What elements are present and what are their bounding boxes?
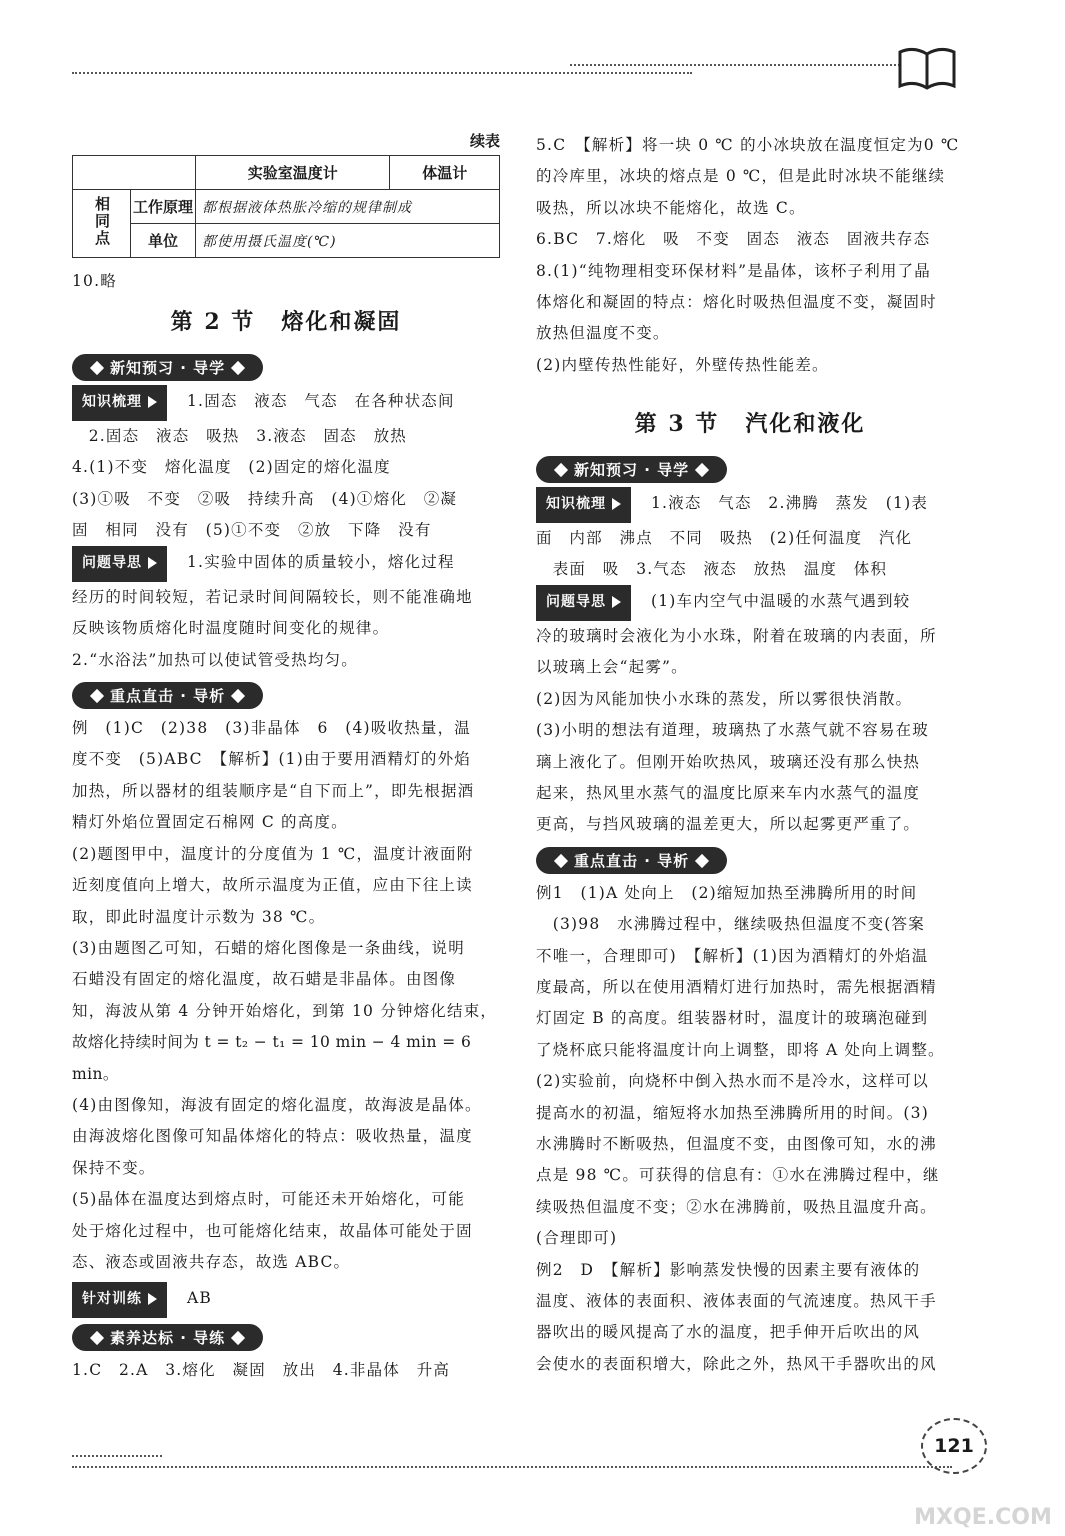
table-caption: 续表 <box>469 132 500 150</box>
example-line: 处于熔化过程中，也可能熔化结束，故晶体可能处于固 <box>72 1221 473 1240</box>
example-line: 例1 (1)A 处向上 (2)缩短加热至沸腾所用的时间 <box>536 883 918 902</box>
row-label-principle: 工作原理 <box>131 190 196 224</box>
example-line: 取，即此时温度计示数为 38 ℃。 <box>72 907 326 926</box>
section-title-3: 第 3 节 汽化和液化 <box>634 411 866 438</box>
answer-line: 的冷库里，冰块的熔点是 0 ℃，但是此时冰块不能继续 <box>536 167 946 186</box>
question-block <box>536 585 964 840</box>
table-corner-cell <box>73 156 196 190</box>
example-line: 由海波熔化图像可知晶体熔化的特点：吸收热量，温度 <box>72 1127 473 1146</box>
example-line: 提高水的初温，缩短将水加热至沸腾所用的时间。(3) <box>536 1103 929 1122</box>
example-line: (4)由图像知，海波有固定的熔化温度，故海波是晶体。 <box>72 1095 482 1114</box>
page-number: 121 <box>921 1418 987 1474</box>
question-line: 1.实验中固体的质量较小，熔化过程 <box>187 553 455 572</box>
example-block <box>72 713 500 1278</box>
svg-text:MXQE.COM: MXQE.COM <box>914 1505 1052 1530</box>
example-line: 精灯外焰位置固定石棉网 C 的高度。 <box>72 813 348 832</box>
knowledge-line: 2.固态 液态 吸热 3.液态 固态 放热 <box>72 426 407 445</box>
answer-line: 6.BC 7.熔化 吸 不变 固态 液态 固液共存态 <box>536 230 931 249</box>
question-line: 反映该物质熔化时温度随时间变化的规律。 <box>72 619 390 638</box>
question-block <box>72 546 500 676</box>
example-line: (3)由题图乙可知，石蜡的熔化图像是一条曲线，说明 <box>72 938 465 957</box>
question-line: 璃上液化了。但刚开始吹热风，玻璃还没有那么快热 <box>536 752 921 771</box>
row-value-unit: 都使用摄氏温度(℃) <box>196 224 500 258</box>
example-line: 度不变 (5)ABC 【解析】(1)由于要用酒精灯的外焰 <box>72 750 471 769</box>
example-line: 例 (1)C (2)38 (3)非晶体 6 (4)吸收热量，温 <box>72 719 471 738</box>
example-line: 加热，所以器材的组装顺序是“自下而上”，即先根据酒 <box>72 781 475 800</box>
tag-targeted-training: 针对训练 <box>72 1282 167 1317</box>
tag-question-guide: 问题导思 <box>536 585 631 620</box>
example-line: 温度、液体的表面积、液体表面的气流速度。热风干手 <box>536 1292 937 1310</box>
example-line: (5)晶体在温度达到熔点时，可能还未开始熔化，可能 <box>72 1190 465 1209</box>
pill-literacy-practice: 素养达标 · 导练 <box>72 1324 263 1351</box>
watermark-logo <box>908 1466 1058 1534</box>
example-line: 度最高，所以在使用酒精灯进行加热时，需先根据酒精 <box>536 977 937 996</box>
open-book-icon <box>896 42 958 92</box>
pill-preview-guide: 新知预习 · 导学 <box>536 456 727 483</box>
footer-dotted-line-short <box>72 1455 162 1457</box>
tag-question-guide: 问题导思 <box>72 546 167 581</box>
knowledge-line: 1.固态 液态 气态 在各种状态间 <box>187 392 455 411</box>
tag-knowledge: 知识梳理 <box>536 487 631 522</box>
knowledge-line: 4.(1)不变 熔化温度 (2)固定的熔化温度 <box>72 458 391 477</box>
example-line: 了烧杯底只能将温度计向上调整，即将 A 处向上调整。 <box>536 1040 945 1059</box>
knowledge-line: 固 相同 没有 (5)①不变 ②放 下降 没有 <box>72 521 432 540</box>
header-dotted-line <box>72 72 692 74</box>
question-line: (1)车内空气中温暖的水蒸气遇到较 <box>651 592 911 611</box>
left-column <box>72 130 500 1386</box>
example-line: (2)实验前，向烧杯中倒入热水而不是冷水，这样可以 <box>536 1072 929 1091</box>
question-line: 经历的时间较短，若记录时间间隔较长，则不能准确地 <box>72 587 473 606</box>
example-line: (3)98 水沸腾过程中，继续吸热但温度不变(答案 <box>536 915 925 934</box>
knowledge-block <box>536 487 964 585</box>
answer-line: 吸热，所以冰块不能熔化，故选 C。 <box>536 198 806 217</box>
pill-key-points: 重点直击 · 导析 <box>536 847 727 874</box>
example-line: 点是 98 ℃。可获得的信息有：①水在沸腾过程中，继 <box>536 1166 940 1185</box>
question-line: 以玻璃上会“起雾”。 <box>536 658 688 677</box>
example-line: (2)题图甲中，温度计的分度值为 1 ℃，温度计液面附 <box>72 844 474 863</box>
example-line: 保持不变。 <box>72 1158 156 1177</box>
answer-line: 5.C 【解析】将一块 0 ℃ 的小冰块放在温度恒定为0 ℃ <box>536 136 960 154</box>
example-line: 器吹出的暖风提高了水的温度，把手伸开后吹出的风 <box>536 1323 921 1342</box>
example-line: 知，海波从第 4 分钟开始熔化，到第 10 分钟熔化结束， <box>72 1001 498 1020</box>
thermometer-comparison-table <box>72 155 500 258</box>
row-label-unit: 单位 <box>131 224 196 258</box>
right-column <box>536 130 964 1380</box>
answer-line: 8.(1)“纯物理相变环保材料”是晶体，该杯子利用了晶 <box>536 261 931 280</box>
header-dotted-line-upper <box>570 64 900 66</box>
example-line: 会使水的表面积增大，除此之外，热风干手器吹出的风 <box>536 1354 937 1373</box>
knowledge-line: 表面 吸 3.气态 液态 放热 温度 体积 <box>536 560 888 579</box>
example-line: 石蜡没有固定的熔化温度，故石蜡是非晶体。由图像 <box>72 970 457 989</box>
example-line: 态、液态或固液共存态，故选 ABC。 <box>72 1252 351 1271</box>
example-block <box>536 878 964 1381</box>
group-label-same-points: 相同点 <box>73 190 131 258</box>
example-line: 近刻度值向上增大，故所示温度为正值，应由下往上读 <box>72 876 473 895</box>
literacy-answers: 1.C 2.A 3.熔化 凝固 放出 4.非晶体 升高 <box>72 1360 451 1379</box>
answers-5-8 <box>536 130 964 381</box>
example-line: 水沸腾时不断吸热，但温度不变，由图像可知，水的沸 <box>536 1134 937 1153</box>
question-line: (3)小明的想法有道理，玻璃热了水蒸气就不容易在玻 <box>536 721 929 740</box>
section-title-2: 第 2 节 熔化和凝固 <box>170 309 402 336</box>
question-line: 2.“水浴法”加热可以使试管受热均匀。 <box>72 650 358 669</box>
knowledge-block <box>72 385 500 546</box>
question-line: 冷的玻璃时会液化为小水珠，附着在玻璃的内表面，所 <box>536 626 937 645</box>
knowledge-line: (3)①吸 不变 ②吸 持续升高 (4)①熔化 ②凝 <box>72 489 458 508</box>
col-header-body-thermometer: 体温计 <box>390 156 500 190</box>
example-line: 例2 D 【解析】影响蒸发快慢的因素主要有液体的 <box>536 1260 921 1279</box>
question-line: 更高，与挡风玻璃的温差更大，所以起雾更严重了。 <box>536 815 921 834</box>
tag-knowledge: 知识梳理 <box>72 385 167 420</box>
footer-dotted-line <box>72 1466 952 1468</box>
pill-key-points: 重点直击 · 导析 <box>72 682 263 709</box>
example-line: 不唯一，合理即可) 【解析】(1)因为酒精灯的外焰温 <box>536 946 929 965</box>
row-value-principle: 都根据液体热胀冷缩的规律制成 <box>196 190 500 224</box>
targeted-training-answer: AB <box>187 1289 212 1308</box>
answer-line: (2)内壁传热性能好，外壁传热性能差。 <box>536 355 829 374</box>
col-header-lab-thermometer: 实验室温度计 <box>196 156 390 190</box>
knowledge-line: 1.液态 气态 2.沸腾 蒸发 (1)表 <box>651 494 929 513</box>
question-line: 起来，热风里水蒸气的温度比原来车内水蒸气的温度 <box>536 783 921 802</box>
example-line: 灯固定 B 的高度。组装器材时，温度计的玻璃泡碰到 <box>536 1009 929 1028</box>
answer-item-10: 10.略 <box>72 272 117 290</box>
answer-line: 体熔化和凝固的特点：熔化时吸热但温度不变，凝固时 <box>536 293 937 312</box>
pill-preview-guide: 新知预习 · 导学 <box>72 354 263 381</box>
example-line: (合理即可) <box>536 1229 618 1248</box>
question-line: (2)因为风能加快小水珠的蒸发，所以雾很快消散。 <box>536 689 913 708</box>
example-line: 故熔化持续时间为 t = t₂ − t₁ = 10 min − 4 min = 6 min。 <box>72 1033 472 1083</box>
knowledge-line: 面 内部 沸点 不同 吸热 (2)任何温度 汽化 <box>536 528 913 547</box>
example-line: 续吸热但温度不变；②水在沸腾前，吸热且温度升高。 <box>536 1197 937 1216</box>
answer-line: 放热但温度不变。 <box>536 324 670 343</box>
